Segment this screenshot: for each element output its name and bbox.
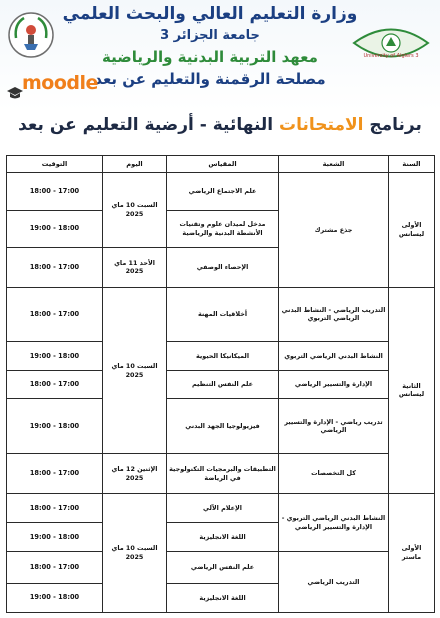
subject-cell: الإعلام الآلي	[167, 494, 279, 523]
branch-cell: الإدارة والتسيير الرياضي	[279, 371, 389, 399]
time-cell: 18:00 - 17:00	[7, 173, 103, 211]
header-branch: الشعبة	[279, 156, 389, 173]
table-row	[7, 173, 435, 211]
branch-cell: جذع مشترك	[279, 173, 389, 288]
table-row	[7, 494, 435, 523]
table-row	[7, 552, 435, 583]
exam-schedule-table	[6, 155, 435, 613]
subject-cell: فيزيولوجيا الجهد البدني	[167, 399, 279, 454]
subject-cell: اللغة الانجليزية	[167, 583, 279, 612]
program-title-highlight: الامتحانات	[279, 115, 364, 135]
day-cell: السبت 10 ماي 2025	[103, 287, 167, 454]
header-subject: المقياس	[167, 156, 279, 173]
table-row	[7, 454, 435, 494]
time-cell: 18:00 - 17:00	[7, 454, 103, 494]
header-time: التوقيت	[7, 156, 103, 173]
institute-logo-icon	[6, 10, 56, 60]
table-row	[7, 341, 435, 370]
table-row	[7, 287, 435, 341]
day-cell: الأحد 11 ماي 2025	[103, 248, 167, 288]
day-cell: السبت 10 ماي 2025	[103, 173, 167, 248]
branch-cell: تدريب رياضي - الإدارة والتسيير الرياضي	[279, 399, 389, 454]
time-cell: 19:00 - 18:00	[7, 210, 103, 248]
subject-cell: علم النفس الرياضي	[167, 552, 279, 583]
subject-cell: علم النفس التنظيم	[167, 371, 279, 399]
day-cell: السبت 10 ماي 2025	[103, 494, 167, 613]
header	[0, 0, 440, 110]
subject-cell: مدخل لميدان علوم وتقنيات الأنشطة البدنية والرياضية	[167, 210, 279, 248]
time-cell: 19:00 - 18:00	[7, 341, 103, 370]
ministry-title: وزارة التعليم العالي والبحث العلمي	[62, 4, 358, 24]
time-cell: 18:00 - 17:00	[7, 287, 103, 341]
branch-cell: التدريب الرياضي	[279, 552, 389, 613]
university-title: جامعة الجزائر 3	[160, 28, 260, 43]
year-cell: الأولى ليسانس	[389, 173, 435, 288]
program-title	[10, 115, 430, 135]
moodle-logo: moodle	[22, 72, 98, 94]
time-cell: 19:00 - 18:00	[7, 583, 103, 612]
program-title-part1: برنامج	[363, 115, 422, 135]
table-row	[7, 371, 435, 399]
branch-cell: النشاط البدني الرياضي التربوي	[279, 341, 389, 370]
subject-cell: أخلاقيات المهنة	[167, 287, 279, 341]
year-cell: الثانية ليسانس	[389, 287, 435, 493]
institute-title: معهد التربية البدنية والرياضية	[102, 48, 318, 66]
time-cell: 18:00 - 17:00	[7, 552, 103, 583]
branch-cell: النشاط البدني الرياضي التربوي - الإدارة والتسيير الرياضي	[279, 494, 389, 552]
subject-cell: التطبيقات والبرمجيات التكنولوجية في الرياضة	[167, 454, 279, 494]
header-day: اليوم	[103, 156, 167, 173]
time-cell: 19:00 - 18:00	[7, 399, 103, 454]
university-logo-icon	[350, 22, 432, 64]
time-cell: 18:00 - 17:00	[7, 248, 103, 288]
time-cell: 18:00 - 17:00	[7, 371, 103, 399]
header-year: السنة	[389, 156, 435, 173]
subject-cell: اللغة الانجليزية	[167, 523, 279, 552]
branch-cell: التدريب الرياضي - النشاط البدني الرياضي التربوي	[279, 287, 389, 341]
subject-cell: علم الاجتماع الرياضي	[167, 173, 279, 211]
university-logo-text: University of Algiers 3	[363, 53, 419, 59]
table-row	[7, 399, 435, 454]
program-title-part2: النهائية - أرضية التعليم عن بعد	[18, 115, 280, 135]
year-cell: الأولى ماستر	[389, 494, 435, 613]
day-cell: الإثنين 12 ماي 2025	[103, 454, 167, 494]
branch-cell: كل التخصصات	[279, 454, 389, 494]
time-cell: 19:00 - 18:00	[7, 523, 103, 552]
service-title: مصلحة الرقمنة والتعليم عن بعد	[94, 70, 326, 88]
subject-cell: الميكانيكا الحيوية	[167, 341, 279, 370]
subject-cell: الإحصاء الوصفي	[167, 248, 279, 288]
table-header-row	[7, 156, 435, 173]
time-cell: 18:00 - 17:00	[7, 494, 103, 523]
